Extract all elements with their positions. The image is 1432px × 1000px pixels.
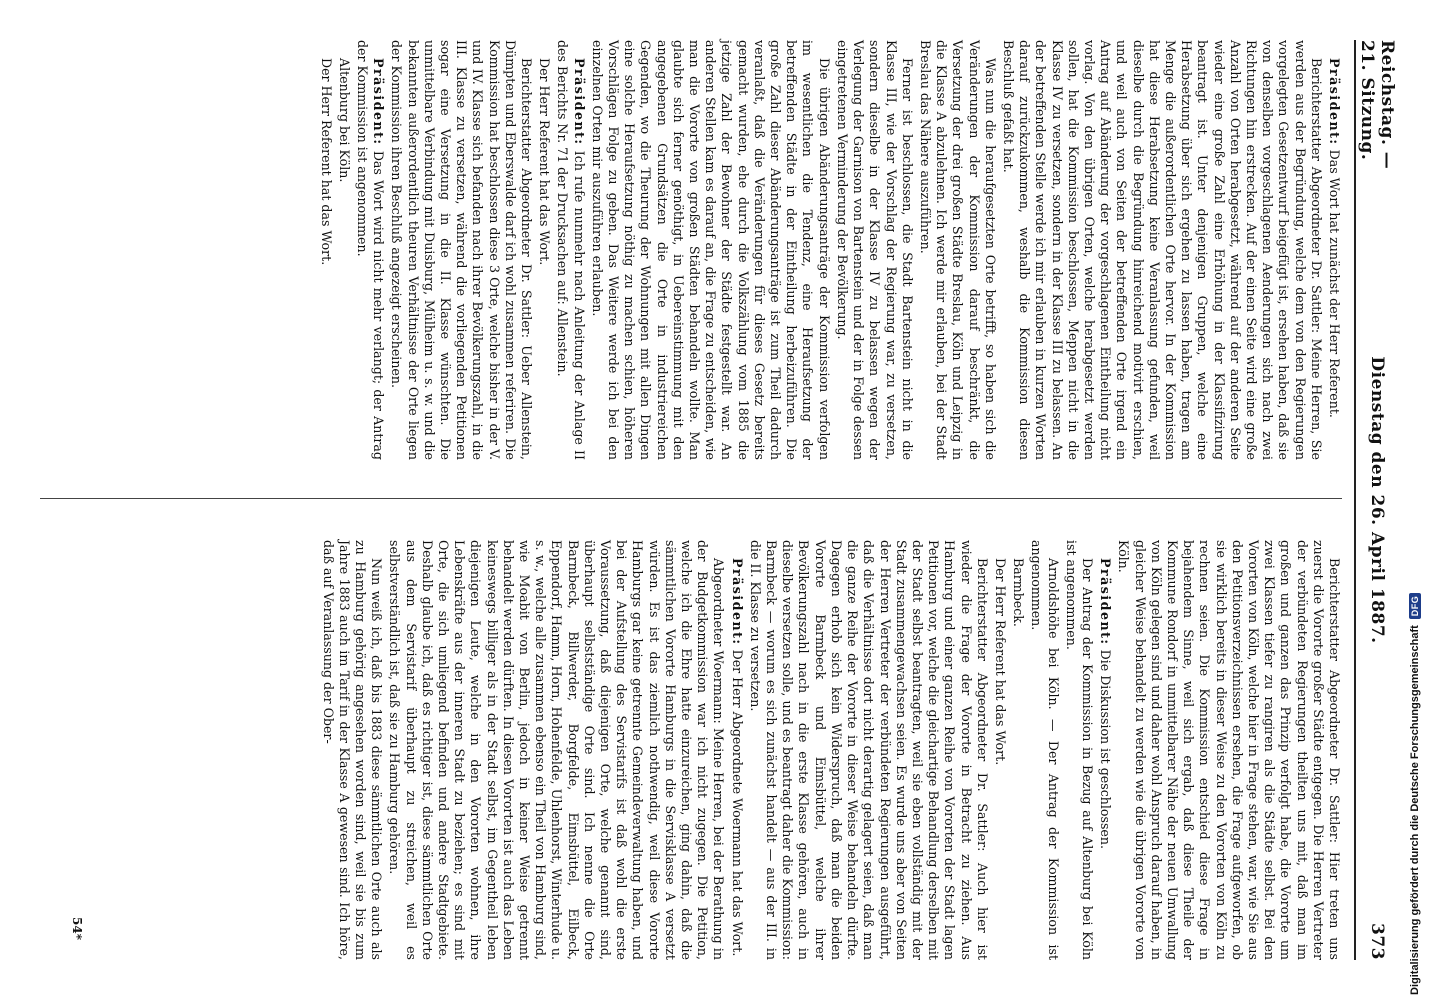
- paragraph: [589, 40, 832, 460]
- paragraph-text: Berichterstatter Abgeordneter Dr. Sattler: Hier treten uns zuerst die Vororte großer Städte entgegen. Die Herren Vertreter der verbündeten Regierungen theilten uns mit, daß man im großen und ganzen das Prinzip verfolgt habe, die Vororte um zwei Klassen tiefer zu rangiren als die Städte selbst. Bei den Vororten von Köln, welche hier in Frage stehen, war, wie Sie aus den Petitionsverzeichnissen ersehen, die Frage aufgeworfen, ob sie wirklich bereits in dieser Weise zu den Vororten von Köln zu rechnen seien. Die Kommission entschied diese Frage in bejahendem Sinne, weil sich ergab, daß diese Theile der Kommune Rondorf in unmittelbarer Nähe der neuen Umwallung von Köln gelegen sind und daher wohl Anspruch darauf haben, in gleicher Weise behandelt zu werden wie die übrigen Vororte von Köln.: [1116, 540, 1342, 960]
- paragraph-text: Die übrigen Abänderungsanträge der Kommission verfolgen im wesentlichen die Tendenz, eine Heraufsetzung der betreffenden Städte in der Eintheilung herbeizuführen. Die große Zahl dieser Abänderungsanträge ist zum Theil dadurch veranlaßt, daß die Veränderungen für dieses Gesetz bereits gemacht wurden, ehe durch die Volkszählung vom 1885 die jetzige Zahl der Bewohner der Städte festgestellt war. An anderen Stellen kam es darauf an, die Frage zu entscheiden, wie man die Vororte von großen Städten behandeln wollte. Man glaubte sich ferner genöthigt, in Uebereinstimmung mit den angegebenen Grundsätzen die Orte in industriereichen Gegenden, wo die Theurung der Wohnungen mit allen Dingen eine solche Heraufsetzung nöthig zu machen schien, höheren Vorschlägen Folge zu geben. Das Weitere werde ich bei den einzelnen Orten mir auszuführen erlauben.: [589, 40, 832, 460]
- header-rule: [1354, 40, 1356, 960]
- paragraph-text: Das Wort hat zunächst der Herr Referent.: [1327, 149, 1342, 418]
- paragraph-text: Was nun die heraufgesetzten Orte betrifft, so haben sich die Veränderungen der Kommission darauf beschränkt, die Versetzung der drei großen Städte Breslau, Köln und Leipzig in die Klasse A abzulehnen. Ich werde mir erlauben, bei der Stadt Breslau das Nähere auszuführen.: [917, 40, 998, 460]
- right-column: [317, 540, 1342, 960]
- paragraph: [319, 540, 384, 960]
- paragraph-text: Die Diskussion ist geschlossen.: [1098, 649, 1114, 849]
- paragraph: [728, 540, 744, 960]
- page-number: 373: [1367, 923, 1387, 960]
- paragraph-text: Altenburg bei Köln.: [336, 58, 352, 183]
- paragraph: [386, 540, 726, 960]
- paragraph: [317, 40, 333, 460]
- paragraph: [1028, 540, 1060, 960]
- paragraph: [336, 40, 352, 460]
- paragraph: [1010, 540, 1026, 960]
- speaker-label: Präsident:: [371, 58, 387, 146]
- paragraph: [992, 540, 1008, 960]
- paragraph-text: Berichterstatter Abgeordneter Dr. Sattler: Ueber Allenstein, Dümpten und Eberswalde darf ich wohl zusammen referiren. Die Kommission hat beschlossen diese 3 Orte, welche bisher in der V. und IV. Klasse sich befanden nach ihrer Bevölkerungszahl, in die III. Klasse zu versetzen, während die vorliegenden Petitionen sogar eine Versetzung in die II. Klasse wünschten. Die unmittelbare Verbindung mit Duisburg, Mülheim u. s. w. und die bekannten außerordentlich theuren Verhältnisse der Orte liegen der Kommission ihren Beschluß angezeigt erscheinen.: [389, 40, 535, 460]
- page-header: [1357, 40, 1397, 960]
- paragraph: [554, 40, 586, 460]
- paragraph: [1063, 540, 1095, 960]
- paragraph: [354, 40, 386, 460]
- column-divider: [40, 498, 1342, 499]
- speaker-label: Präsident:: [1327, 58, 1342, 146]
- paragraph-text: Berichterstatter Abgeordneter Dr. Sattler: Meine Herren, Sie werden aus der Begründung, welche dem von den Regierungen vorgelegten Gesetzentwurf beigefügt ist, ersehen haben, daß sie von denselben vorgeschlagenen Aenderungen sich nach zwei Richtungen hin erstrecken. Auf der einen Seite wird eine große Anzahl von Orten herabgesetzt, während auf der anderen Seite wieder eine große Zahl eine Erhöhung in der Klassifizirung beantragt ist. Unter denjenigen Gruppen, welche eine Herabsetzung über sich ergehen zu lassen haben, tragen am Menge die außerordentlichen Orte hervor. In der Kommission hat diese Herabsetzung keine Veranlassung gefunden, weil dieselbe durch die Begründung hinreichend motivirt erschien, und weil auch von Seiten der betreffenden Orte irgend ein Antrag auf Abänderung der vorgeschlagenen Eintheilung nicht vorlag. Von den übrigen Orten, welche herabgesetzt werden sollen, hat die Kommission beschlossen, Meppen nicht in die Klasse IV zu versetzen, sondern in der Klasse III zu belassen. An der betreffenden Stelle werde ich mir erlauben in kurzen Worten darauf zurückzukommen, weshalb die Kommission diesen Beschluß gefaßt hat.: [1000, 40, 1324, 460]
- left-column: [315, 40, 1342, 460]
- header-center: Dienstag den 26. April 1887.: [1367, 356, 1387, 644]
- paragraph-text: Ferner ist beschlossen, die Stadt Bartenstein nicht in die Klasse III, wie der Vorschlag der Regierung war, zu versetzen, sondern dieselbe in der Klasse IV zu belassen wegen der Verlegung der Garnison von Bartenstein und der in Folge dessen eingetretenen Verminderung der Bevölkerung.: [834, 40, 915, 460]
- paragraph-text: Der Herr Referent hat das Wort.: [992, 558, 1008, 766]
- paragraph-text: Arnoldshöhe bei Köln. — Der Antrag der Kommission ist angenommen.: [1029, 540, 1061, 960]
- paragraph-text: Der Antrag der Kommission in Bezug auf Altenburg bei Köln ist angenommen.: [1063, 540, 1095, 960]
- paragraph: [1000, 40, 1324, 460]
- paragraph: [747, 540, 990, 960]
- paragraph: [1097, 540, 1113, 960]
- paragraph: [1115, 540, 1342, 960]
- paragraph-text: Abgeordneter Woermann: Meine Herren, bei der Berathung in der Budgetkommission war ich nicht zugegen. Die Petition, welche ich die Ehre hatte einzureichen, ging dahin, daß die sämmtlichen Vororte Hamburgs in die Servisklasse A versetzt würden. Es ist das ziemlich nothwendig, weil diese Vororte Hamburgs gar keine getrennte Gemeindeverwaltung haben, und bei der Aufstellung des Servistarifs ist daß wohl die erste Voraussetzung, daß diejenigen Orte, welche genannt sind, überhaupt selbstständige Orte sind. Ich nenne die Orte Barmbeck, Billwerder, Borgfelde, Eimsbüttel, Eilbeck, Eppendorf, Hamm, Horn, Hohenfelde, Uhlenhorst, Winterhude u. s. w., welche alle zusammen ebenso ein Theil von Hamburg sind, wie Moabit von Berlin, jedoch in keiner Weise getrennt behandelt werden dürften. In diesen Vororten ist auch das Leben keineswegs billiger als in der Stadt selbst, im Gegentheil leben diejenigen Leute, welche in den Vororten wohnen, ihre Lebenskräfte aus der inneren Stadt zu beziehen; es sind mit Orte, die sich umliegend befinden und andere Stadtgebiete. Deshalb glaube ich, daß es richtiger ist, diese sämmtlichen Orte aus dem Servistarif überhaupt zu streichen, weil es selbstverständlich ist, daß sie zu Hamburg gehören.: [387, 540, 727, 960]
- paragraph-text: Der Herr Referent hat das Wort.: [318, 58, 334, 266]
- paragraph-text: Der Herr Abgeordnete Woermann hat das Wort.: [729, 649, 745, 957]
- paragraph-text: Berichterstatter Abgeordneter Dr. Sattler: Auch hier ist wieder die Frage der Vororte in Betracht zu ziehen. Aus Hamburg und einer ganzen Reihe von Vororten der Stadt lagen Petitionen vor, welche die gleichartige Behandlung derselben mit der Stadt selbst beantragten, weil sie eben vollständig mit der Stadt zusammengewachsen seien. Es wurde uns aber von Seiten der Herren Vertreter der verbündeten Regierungen ausgeführt, daß die Verhältnisse dort nicht derartig gelagert seien, daß man die ganze Reihe der Vororte in dieser Weise behandeln dürfte. Dagegen erhob sich kein Widerspruch, daß man die beiden Vororte Barmbeck und Eimsbüttel, welche ihrer Bevölkerungszahl nach in die erste Klasse gehören, auch in dieselbe versetzen solle, und es beantragt daher die Kommission: Barmbeck — worum es sich zunächst handelt — aus der III. in die II. Klasse zu versetzen.: [747, 540, 990, 960]
- paragraph-text: Ich rufe nunmehr nach Anleitung der Anlage II des Berichts Nr. 71 der Drucksachen auf: Allenstein.: [555, 40, 587, 460]
- paragraph: [536, 40, 552, 460]
- paragraph: [388, 40, 534, 460]
- paragraph: [917, 40, 998, 460]
- credit-text: Digitalisierung gefördert durch die Deutsche Forschungsgemeinschaft: [1409, 625, 1421, 995]
- signature-mark: 54*: [70, 917, 84, 940]
- dfg-logo: DFG: [1409, 593, 1421, 620]
- paragraph-text: Barmbeck.: [1011, 558, 1027, 627]
- speaker-label: Präsident:: [729, 558, 745, 646]
- paragraph-text: Nun weiß ich, daß bis 1883 diese sämmtlichen Orte auch als zu Hamburg gehörig angesehen worden sind, weil sie bis zum Jahre 1883 auch im Tarif in der Klasse A gewesen sind. Ich höre, daß auf Veranlassung der Ober-: [320, 540, 385, 960]
- paragraph: [834, 40, 915, 460]
- paragraph-text: Der Herr Referent hat das Wort.: [537, 58, 553, 266]
- paragraph-text: Das Wort wird nicht mehr verlangt; der Antrag der Kommission ist angenommen.: [355, 40, 387, 460]
- paragraph: [1326, 40, 1342, 460]
- header-left: Reichstag. — 21. Sitzung.: [1357, 40, 1397, 170]
- speaker-label: Präsident:: [571, 58, 587, 146]
- speaker-label: Präsident:: [1098, 558, 1114, 646]
